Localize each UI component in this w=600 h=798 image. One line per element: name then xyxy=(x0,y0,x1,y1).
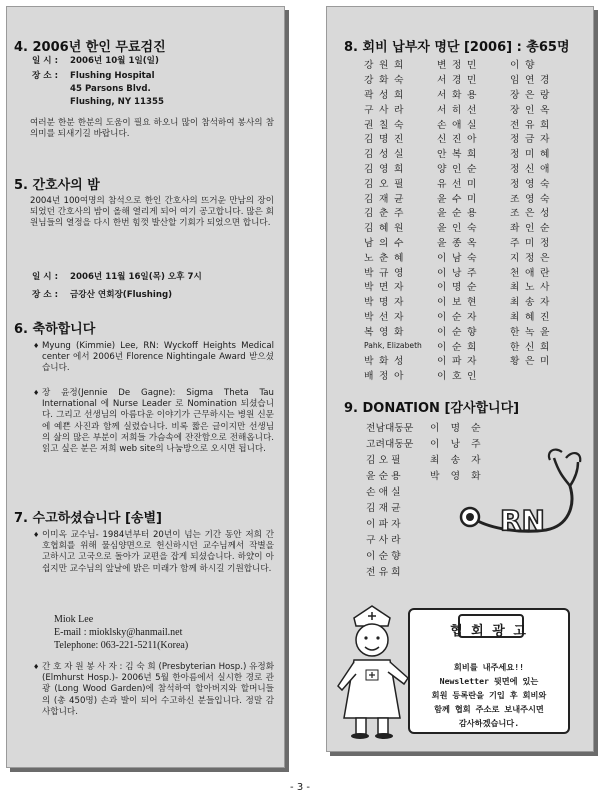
member-name: 윤 종 옥 xyxy=(437,237,478,249)
donor-name: 전남대동문 xyxy=(366,423,414,434)
member-name: 임 연 경 xyxy=(510,75,551,87)
member-name: 서 화 용 xyxy=(437,89,478,101)
section-4-place-label: 장 소 : xyxy=(32,71,59,81)
section-4-date-label: 일 시 : xyxy=(32,56,59,66)
member-name: 한 녹 윤 xyxy=(510,326,551,338)
member-name: 박 명 자 xyxy=(364,297,405,309)
member-name: 권 칠 숙 xyxy=(364,119,405,131)
member-name: 변 정 민 xyxy=(437,60,478,72)
rn-logo-text: RN xyxy=(500,504,545,537)
member-name: 이 보 현 xyxy=(437,297,478,309)
member-name: 강 화 숙 xyxy=(364,75,405,87)
member-row xyxy=(364,338,551,353)
section-7-item-2: ♦ 간 호 자 원 봉 사 자 : 김 숙 희 (Presbyterian Hosp.) 유정화 (Elmhurst Hosp.)- 2006년 5월 한아름에서 실시한 경로 관광 (Long Wood Garden)에 참석하여 할아버지와 할머니들의 (총 450명) 손과 발이 되어 수고하신 분들입니다. 정말 감사합니다. xyxy=(42,662,274,718)
member-name: 박 화 성 xyxy=(364,356,405,368)
member-name: 장 인 옥 xyxy=(510,104,551,116)
ad-line-2: Newsletter 뒷면에 있는 xyxy=(439,676,539,686)
donor-name: 이 파 자 xyxy=(366,519,401,530)
section-5-date-value: 2006년 11월 16일(목) 오후 7시 xyxy=(70,272,202,282)
member-row xyxy=(364,116,551,131)
member-name: 정 신 애 xyxy=(510,163,551,175)
member-row xyxy=(364,72,551,87)
member-name: 이 낭 주 xyxy=(437,267,478,279)
section-6-item-2: ♦ 장 윤정(Jennie De Gagne): Sigma Theta Tau International 에 Nurse Leader 로 Nomination 되셨습니다. 그리고 선생님의 아름다운 이야기가 근무하시는 병원 신문에 예쁜 사진과 함께 실렸습니다. 비록 짧은 글이지만 선생님의 삶의 많은 부분이 저희들 가슴속에 잔잔함으로 전해옵니다. 읽고 싶은 분은 저희 web site의 나눔방으로 오시면 됩니다. xyxy=(42,388,274,455)
member-name: 조 은 성 xyxy=(510,208,551,220)
member-row xyxy=(364,190,551,205)
section-9-title: 9. DONATION [감사합니다] xyxy=(344,401,520,416)
member-name: 정 금 자 xyxy=(510,134,551,146)
member-name: 이 향 xyxy=(510,60,536,72)
ad-title: 협 회 광 고 xyxy=(450,624,528,639)
contact-phone: Telephone: 063-221-5211(Korea) xyxy=(54,640,189,651)
member-row xyxy=(364,264,551,279)
member-name: 김 춘 주 xyxy=(364,208,405,220)
page-number: - 3 - xyxy=(290,782,310,793)
earpiece-right-icon xyxy=(566,453,580,462)
member-row xyxy=(364,294,551,309)
member-name: 윤 수 미 xyxy=(437,193,478,205)
member-name: 유 선 미 xyxy=(437,178,478,190)
donor-name: 이 순 향 xyxy=(366,551,401,562)
member-name: 김 오 필 xyxy=(364,178,405,190)
member-name: 정 영 숙 xyxy=(510,178,551,190)
member-name: 이 명 순 xyxy=(437,282,478,294)
section-7-item-1: ♦ 이미옥 교수님- 1984년부터 20년이 넘는 기간 동안 저희 간호협회를 위해 물심양면으로 헌신하시던 교수님께서 작별을 고하시고 고국으로 돌아가 교편을 잡게 되셨습니다. 하얐이 아쉽지만 교수님의 앞날에 밝은 미래가 함께 하시길 기원합니다. xyxy=(42,530,274,575)
member-name: 강 원 희 xyxy=(364,60,405,72)
member-name: 이 순 희 xyxy=(437,341,478,353)
member-row xyxy=(364,57,551,72)
contact-name: Miok Lee xyxy=(54,614,94,625)
member-name: 곽 성 희 xyxy=(364,89,405,101)
member-name: 최 혜 진 xyxy=(510,311,551,323)
member-row xyxy=(364,353,551,368)
member-row xyxy=(364,323,551,338)
donor-name: 이 명 순 xyxy=(430,423,485,434)
member-name: 전 유 희 xyxy=(510,119,551,131)
member-row xyxy=(364,131,551,146)
donor-name: 김 오 필 xyxy=(366,455,401,466)
section-5-date-label: 일 시 : xyxy=(32,272,59,282)
member-row xyxy=(364,235,551,250)
member-name: 주 미 정 xyxy=(510,237,551,249)
earpiece-left-icon xyxy=(549,450,562,460)
member-name: 장 은 랑 xyxy=(510,89,551,101)
member-name: 이 파 자 xyxy=(437,356,478,368)
member-row xyxy=(364,249,551,264)
section-4-title: 4. 2006년 한인 무료검진 xyxy=(14,40,166,55)
donor-name: 최 송 자 xyxy=(430,455,485,466)
donor-name: 윤 순 용 xyxy=(366,471,401,482)
donor-name: 구 사 라 xyxy=(366,535,401,546)
member-name: 배 정 아 xyxy=(364,371,405,383)
member-name: 김 성 실 xyxy=(364,149,405,161)
section-4-address-1: 45 Parsons Blvd. xyxy=(70,84,151,94)
member-name: Pahk, Elizabeth xyxy=(364,341,422,351)
member-name: 서 경 민 xyxy=(437,75,478,87)
member-name: 김 명 진 xyxy=(364,134,405,146)
member-row xyxy=(364,279,551,294)
member-name: 정 미 혜 xyxy=(510,149,551,161)
member-name: 지 정 은 xyxy=(510,252,551,264)
member-list-table xyxy=(364,57,551,383)
contact-email[interactable]: E-mail : mioklsky@hanmail.net xyxy=(54,627,183,638)
ad-line-5: 감사하겠습니다. xyxy=(458,718,520,728)
section-5-body: 2004년 100여명의 참석으로 한인 간호사의 뜨거운 만남의 장이 되었던 간호사의 밤이 올해 열리게 되어 여기 공고합니다. 많은 회원님들의 열정을 다시 한번 힘껏 발산할 기회가 되었으면 합니다. xyxy=(30,196,274,229)
member-name: 윤 인 숙 xyxy=(437,223,478,235)
association-ad-box xyxy=(408,608,570,734)
member-name: 박 규 영 xyxy=(364,267,405,279)
member-name: 최 노 사 xyxy=(510,282,551,294)
member-name: 노 춘 혜 xyxy=(364,252,405,264)
member-name: 김 영 희 xyxy=(364,163,405,175)
section-5-title: 5. 간호사의 밤 xyxy=(14,178,100,193)
member-name: 한 신 희 xyxy=(510,341,551,353)
donor-name: 고려대동문 xyxy=(366,439,414,450)
member-row xyxy=(364,220,551,235)
member-name xyxy=(510,368,551,383)
member-name: 조 영 숙 xyxy=(510,193,551,205)
member-name: 양 인 순 xyxy=(437,163,478,175)
member-name: 김 재 균 xyxy=(364,193,405,205)
member-name: 박 면 자 xyxy=(364,282,405,294)
ad-line-1: 회비를 내주세요!! xyxy=(453,662,525,672)
donor-name: 전 유 희 xyxy=(366,567,401,578)
donor-row xyxy=(366,419,494,435)
donor-name: 김 재 균 xyxy=(366,503,401,514)
member-row xyxy=(364,309,551,324)
donor-name: 박 영 화 xyxy=(430,471,485,482)
member-name: 황 은 미 xyxy=(510,356,551,368)
section-4-date-value: 2006년 10월 1일(일) xyxy=(70,56,159,66)
member-name: 구 사 라 xyxy=(364,104,405,116)
section-7-title: 7. 수고하셨습니다 [송별] xyxy=(14,511,162,526)
member-row xyxy=(364,175,551,190)
member-name: 이 남 숙 xyxy=(437,252,478,264)
donor-name: 손 애 실 xyxy=(366,487,401,498)
section-8-title: 8. 회비 납부자 명단 [2006] : 총65명 xyxy=(344,40,570,55)
member-name: 신 진 아 xyxy=(437,134,478,146)
member-name: 서 히 선 xyxy=(437,104,478,116)
member-name: 윤 순 용 xyxy=(437,208,478,220)
member-row xyxy=(364,87,551,102)
member-name: 천 애 란 xyxy=(510,267,551,279)
member-name: 이 호 인 xyxy=(437,371,478,383)
member-name: 박 선 자 xyxy=(364,311,405,323)
section-4-address-2: Flushing, NY 11355 xyxy=(70,97,164,107)
member-name: 남 의 수 xyxy=(364,237,405,249)
donor-name: 이 낭 주 xyxy=(430,439,485,450)
member-name: 복 영 화 xyxy=(364,326,405,338)
section-6-title: 6. 축하합니다 xyxy=(14,322,96,337)
member-row xyxy=(364,368,551,383)
section-5-place-label: 장 소 : xyxy=(32,290,59,300)
member-name: 이 순 자 xyxy=(437,311,478,323)
ad-line-4: 함께 협회 주소로 보내주시면 xyxy=(434,704,544,714)
member-row xyxy=(364,205,551,220)
section-6-item-1: ♦ Myung (Kimmie) Lee, RN: Wyckoff Heights Medical center 에서 2006년 Florence Nightingale Award 받으셨습니다. xyxy=(42,341,274,375)
member-row xyxy=(364,161,551,176)
member-row xyxy=(364,101,551,116)
section-4-place-name: Flushing Hospital xyxy=(70,71,155,81)
nurse-illustration xyxy=(332,600,412,740)
member-name: 안 복 희 xyxy=(437,149,478,161)
section-4-body: 여러분 한분 한분의 도움이 필요 하오니 많이 참석하여 봉사의 참 의미를 되새기길 바랍니다. xyxy=(30,118,274,140)
member-name: 최 송 자 xyxy=(510,297,551,309)
member-name: 손 애 실 xyxy=(437,119,478,131)
member-name: 김 혜 원 xyxy=(364,223,405,235)
member-row xyxy=(364,146,551,161)
member-name: 좌 인 순 xyxy=(510,223,551,235)
stethoscope-rn-logo xyxy=(450,446,596,570)
member-name: 이 순 향 xyxy=(437,326,478,338)
section-5-place-value: 금강산 연회장(Flushing) xyxy=(70,290,173,300)
ad-line-3: 회원 등록란을 기입 후 회비와 xyxy=(431,690,547,700)
